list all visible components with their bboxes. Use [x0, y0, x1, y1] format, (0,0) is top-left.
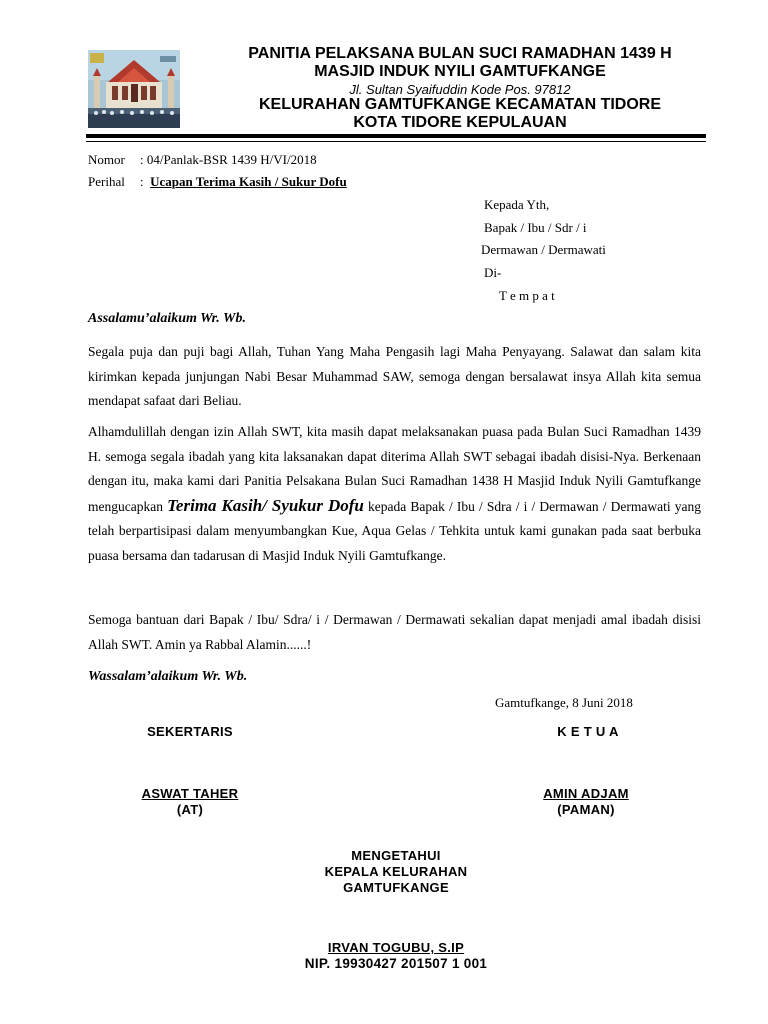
acknowledge-line3: GAMTUFKANGE: [343, 880, 449, 895]
perihal-colon: :: [140, 174, 144, 189]
header-rule-thick: [86, 134, 706, 138]
head-name: IRVAN TOGUBU, S.IP: [327, 940, 465, 955]
recipient-line5: T e m p a t: [499, 288, 555, 303]
secretary-alias: (AT): [176, 802, 204, 817]
meta-perihal: [88, 174, 347, 190]
perihal-value: Ucapan Terima Kasih / Sukur Dofu: [150, 174, 347, 189]
secretary-name: ASWAT TAHER: [141, 786, 239, 801]
org-name-line3: KELURAHAN GAMTUFKANGE KECAMATAN TIDORE: [258, 96, 662, 113]
org-address: Jl. Sultan Syaifuddin Kode Pos. 97812: [349, 82, 571, 97]
perihal-label: Perihal: [88, 174, 125, 189]
secretary-title: SEKERTARIS: [147, 724, 233, 739]
meta-nomor: [88, 152, 317, 168]
mosque-logo-image: [88, 50, 180, 128]
recipient-line2: Bapak / Ibu / Sdr / i: [484, 220, 587, 235]
recipient-line3: Dermawan / Dermawati: [481, 242, 606, 257]
paragraph-2-text-cont: kepada Bapak / Ibu / Sdra / i / Dermawan / Dermawati yang telah berpartisipasi dalam menyumbangkan Kue, Aqua Gelas / Tehkita untuk kami gunakan pada saat berbuka puasa bersama dan tadarusan di Masjid Induk Nyili Gamtufkange.: [88, 498, 701, 563]
org-name-line4: KOTA TIDORE KEPULAUAN: [353, 114, 567, 131]
chairman-title: K E T U A: [557, 724, 619, 739]
paragraph-2-text: Alhamdulillah dengan izin Allah SWT, kita masih dapat melaksanakan puasa pada Bulan Suci Ramadhan 1439 H. semoga segala ibadah yang kita laksanakan dapat diterima Allah SWT sebagai ibadah disisi-Nya. Berkenaan dengan itu, maka kami dari Panitia Pelsakana Bulan Suci Ramadhan 1438 H Masjid Induk Nyili Gamtufkange mengucapkan: [88, 424, 701, 514]
place-date: Gamtufkange, 8 Juni 2018: [495, 695, 633, 710]
org-name-line1: PANITIA PELAKSANA BULAN SUCI RAMADHAN 1439 H: [248, 45, 672, 62]
header-rule-thin: [86, 141, 706, 142]
head-nip: NIP. 19930427 201507 1 001: [304, 956, 488, 971]
acknowledge-line2: KEPALA KELURAHAN: [324, 864, 468, 879]
chairman-name: AMIN ADJAM: [543, 786, 629, 801]
nomor-value: : 04/Panlak-BSR 1439 H/VI/2018: [140, 152, 317, 167]
nomor-label: Nomor: [88, 152, 125, 167]
recipient-line4: Di-: [484, 265, 502, 280]
paragraph-2-emphasis: Terima Kasih/ Syukur Dofu: [167, 495, 364, 515]
paragraph-3: Semoga bantuan dari Bapak / Ibu/ Sdra/ i / Dermawan / Dermawati sekalian dapat menjadi amal ibadah disisi Allah SWT. Amin ya Rabbal Alamin......!: [88, 612, 701, 652]
closing: Wassalam’alaikum Wr. Wb.: [88, 669, 248, 684]
acknowledge-line1: MENGETAHUI: [351, 848, 441, 863]
chairman-alias: (PAMAN): [557, 802, 615, 817]
recipient-line1: Kepada Yth,: [484, 197, 550, 212]
paragraph-1: Segala puja dan puji bagi Allah, Tuhan Yang Maha Pengasih lagi Maha Penyayang. Salawat dan salam kita kirimkan kepada junjungan Nabi Besar Muhammad SAW, semoga dengan bersalawat insya Allah kita semua mendapat safaat dari Beliau.: [88, 344, 701, 408]
paragraph-2: [88, 420, 701, 568]
greeting: Assalamu’alaikum Wr. Wb.: [88, 311, 246, 326]
org-name-line2: MASJID INDUK NYILI GAMTUFKANGE: [314, 63, 606, 80]
